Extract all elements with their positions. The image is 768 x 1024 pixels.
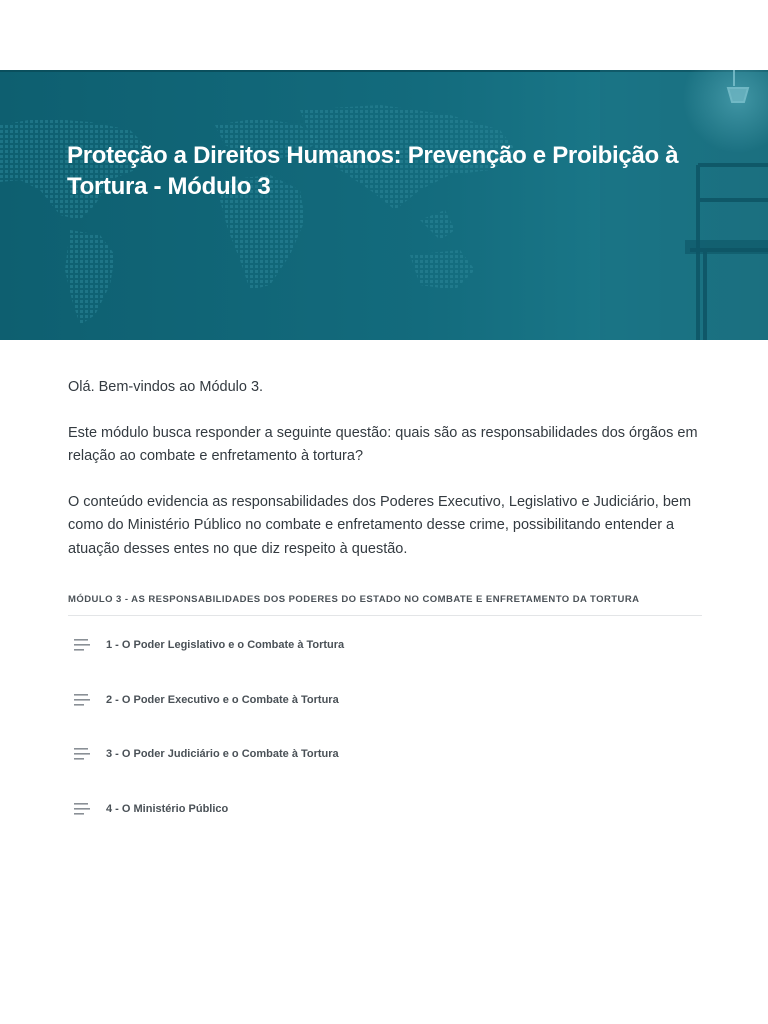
lesson-text-icon	[68, 639, 106, 651]
lesson-item-2[interactable]	[68, 673, 702, 728]
lesson-label: 4 - O Ministério Público	[106, 802, 229, 815]
lesson-label: 3 - O Poder Judiciário e o Combate à Tortura	[106, 748, 339, 761]
intro-paragraph-3: O conteúdo evidencia as responsabilidades dos Poderes Executivo, Legislativo e Judiciário, bem como do Ministério Público no combate e enfretamento desse crime, possibilitando entender a atuação desses entes no que diz respeito à questão.	[68, 493, 692, 557]
intro-paragraph-2: Este módulo busca responder a seguinte questão: quais são as responsabilidades dos órgãos em relação ao combate e enfretamento à tortura?	[68, 424, 698, 464]
intro-paragraph-1: Olá. Bem-vindos ao Módulo 3.	[68, 379, 264, 395]
lesson-item-1[interactable]	[68, 618, 702, 673]
world-map-icon	[0, 105, 520, 325]
intro-content	[68, 376, 704, 583]
lesson-item-4[interactable]	[68, 782, 702, 837]
lesson-label: 1 - O Poder Legislativo e o Combate à Tortura	[106, 639, 345, 652]
page-title: Proteção a Direitos Humanos: Prevenção e Proibição à Tortura - Módulo 3	[67, 142, 679, 200]
lesson-list	[68, 618, 702, 836]
lesson-text-icon	[68, 694, 106, 706]
lesson-text-icon	[68, 748, 106, 760]
hero-banner	[0, 70, 768, 340]
lesson-item-3[interactable]	[68, 727, 702, 782]
section-heading: MÓDULO 3 - AS RESPONSABILIDADES DOS PODERES DO ESTADO NO COMBATE E ENFRETAMENTO DA TORTURA	[68, 594, 702, 616]
lesson-label: 2 - O Poder Executivo e o Combate à Tortura	[106, 693, 339, 706]
hero-background-illustration	[0, 70, 768, 340]
lesson-text-icon	[68, 803, 106, 815]
